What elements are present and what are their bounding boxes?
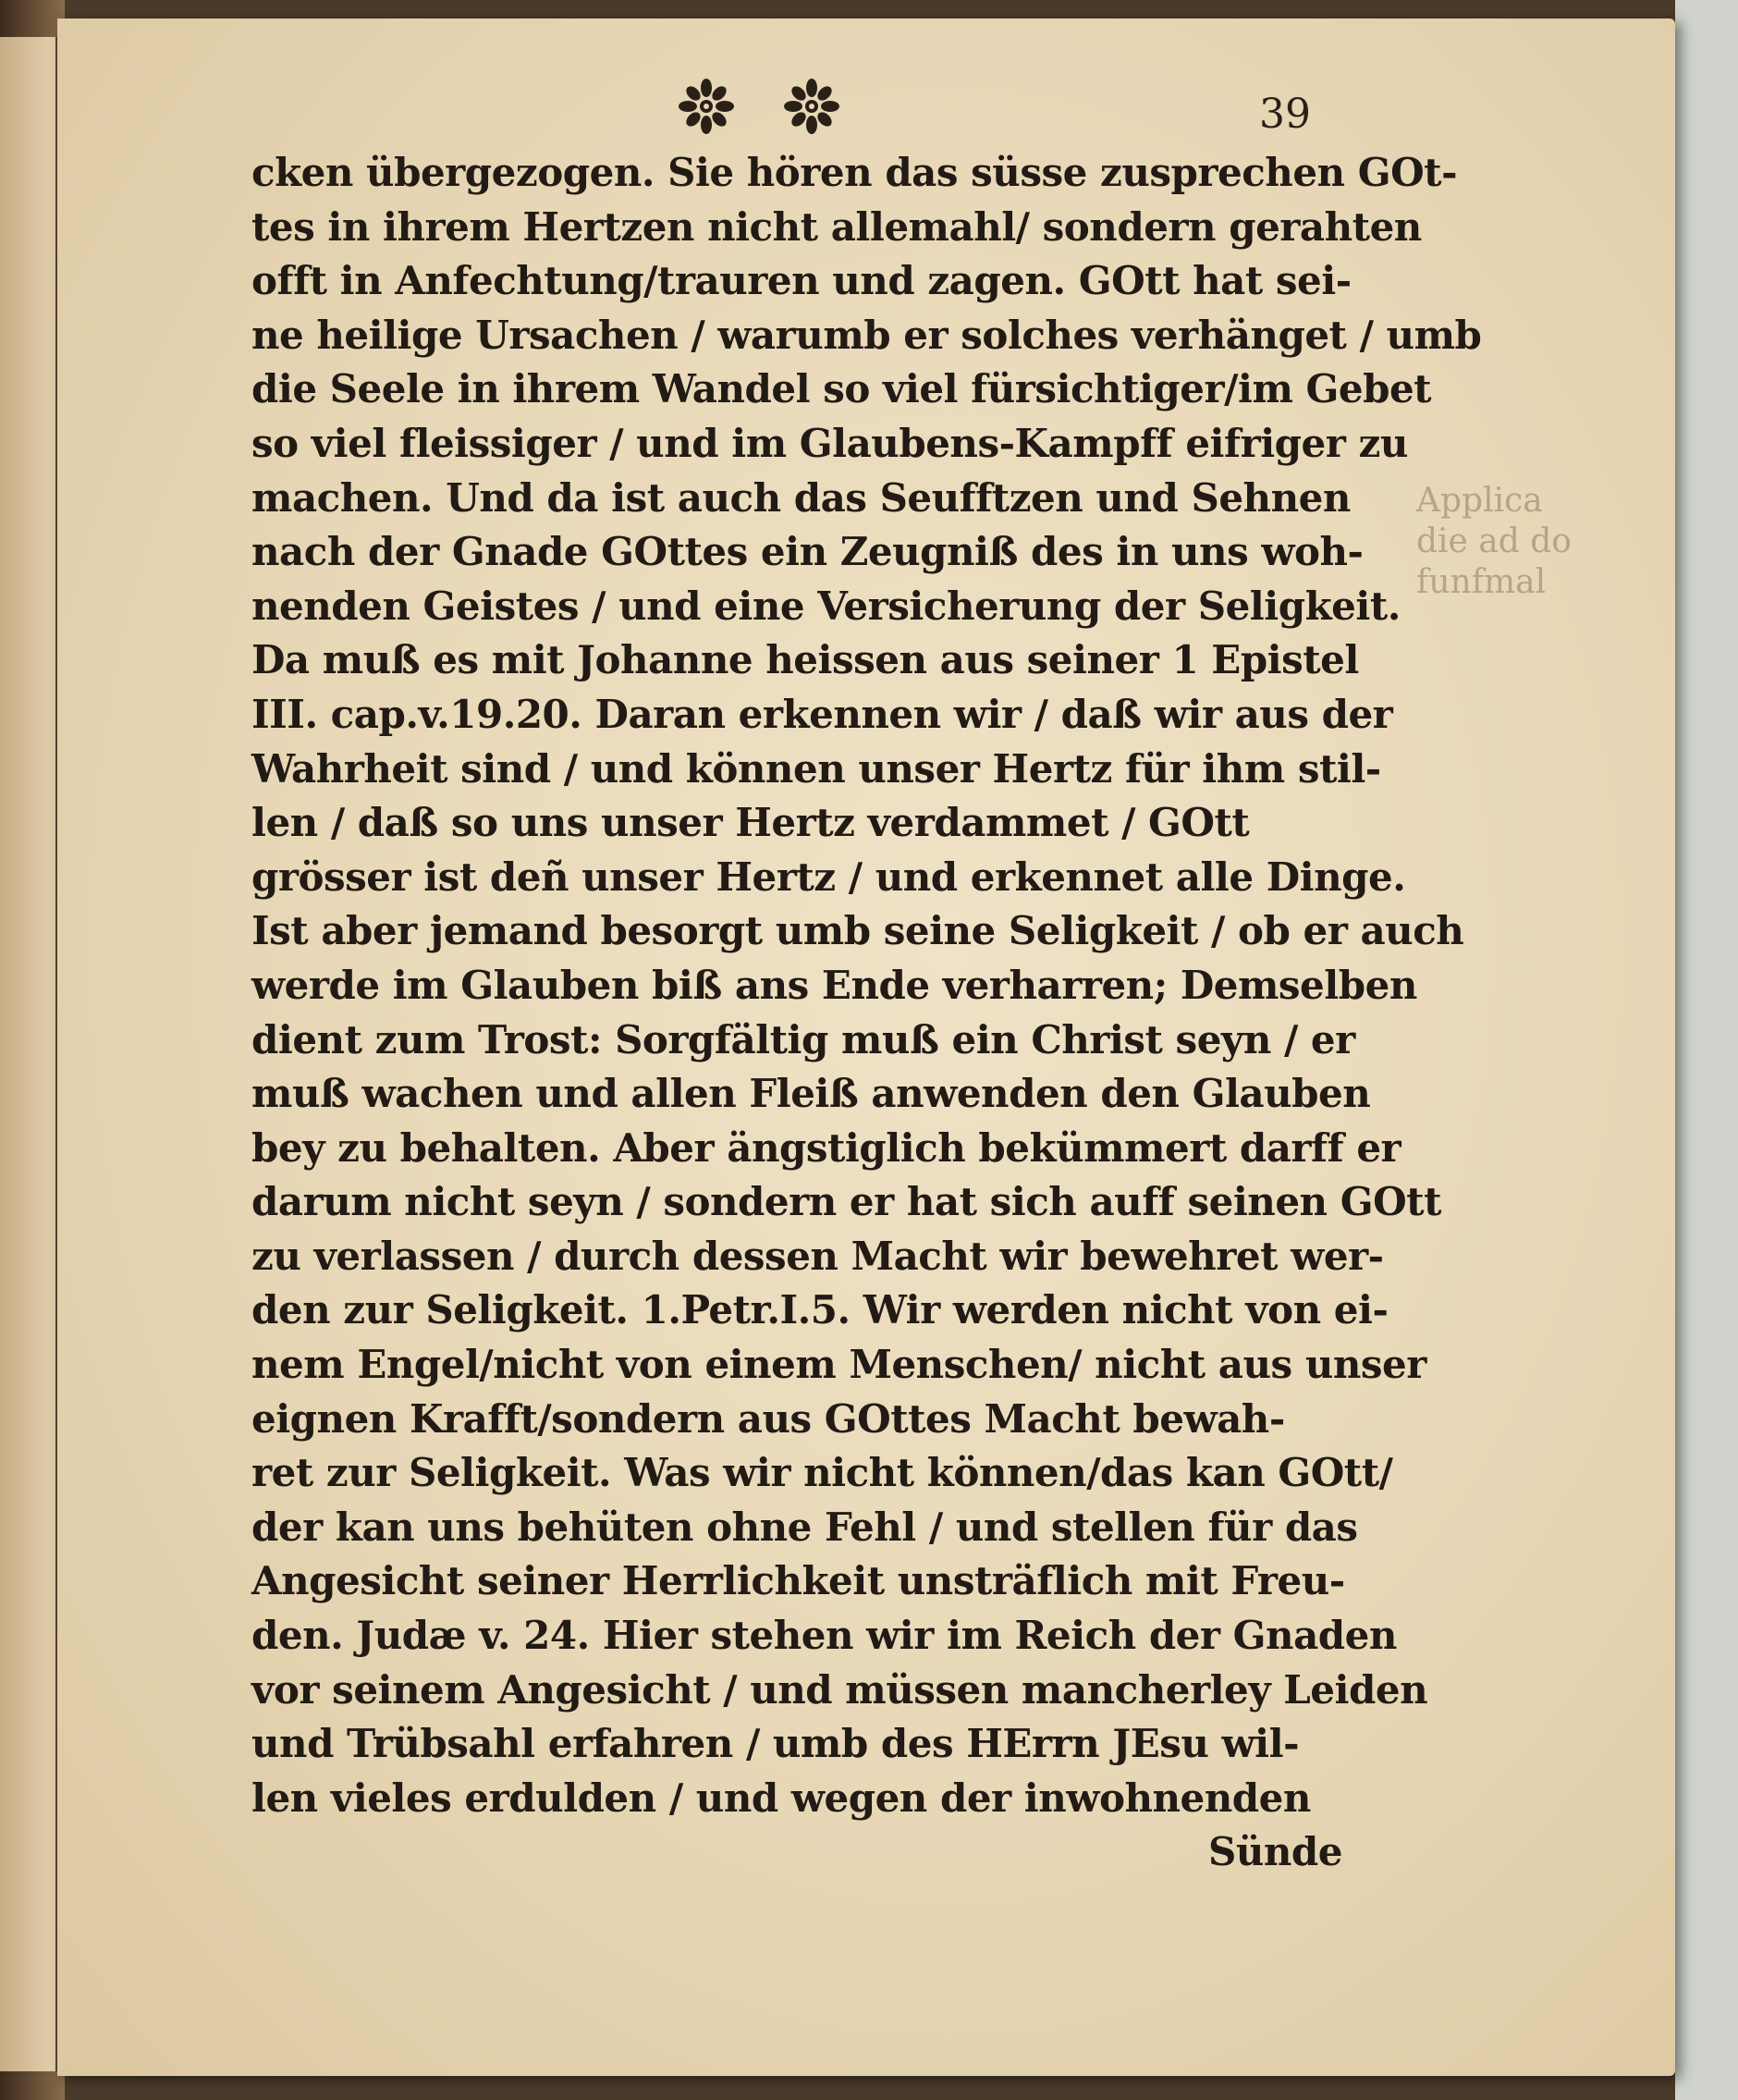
text-line: Angesicht seiner Herrlichkeit unsträflich mit Freu- <box>251 1558 1345 1604</box>
bleed-line: funfmal <box>1416 563 1547 601</box>
text-line: zu verlassen / durch dessen Macht wir bewehret wer- <box>251 1233 1384 1279</box>
text-line: den. Judæ v. 24. Hier stehen wir im Reich der Gnaden <box>251 1613 1397 1659</box>
text-line: der kan uns behüten ohne Fehl / und stellen für das <box>251 1504 1358 1550</box>
text-line: offt in Anfechtung/trauren und zagen. GOtt hat sei- <box>251 258 1352 304</box>
bleed-line: Applica <box>1416 482 1543 520</box>
text-line: nem Engel/nicht von einem Menschen/ nicht aus unser <box>251 1342 1426 1388</box>
text-line: III. cap.v.19.20. Daran erkennen wir / daß wir aus der <box>251 691 1393 737</box>
text-line: grösser ist deñ unser Hertz / und erkennet alle Dinge. <box>251 854 1406 900</box>
text-line: darum nicht seyn / sondern er hat sich auff seinen GOtt <box>251 1179 1441 1225</box>
text-line: und Trübsahl erfahren / umb des HErrn JEsu wil- <box>251 1721 1300 1767</box>
text-line: dient zum Trost: Sorgfältig muß ein Christ seyn / er <box>251 1016 1355 1062</box>
text-line: so viel fleissiger / und im Glaubens-Kampff eifriger zu <box>251 420 1408 466</box>
text-line: tes in ihrem Hertzen nicht allemahl/ sondern gerahten <box>251 203 1422 250</box>
text-line: Ist aber jemand besorgt umb seine Seligkeit / ob er auch <box>251 908 1464 954</box>
text-line: bey zu behalten. Aber ängstiglich bekümmert darff er <box>251 1124 1401 1171</box>
text-line: werde im Glauben biß ans Ende verharren; Demselben <box>251 962 1417 1008</box>
page-number: 39 <box>1259 91 1311 138</box>
text-line: ne heilige Ursachen / warumb er solches verhänget / umb <box>251 312 1482 358</box>
bleed-line: die ad do <box>1416 522 1572 560</box>
catchword: Sünde <box>1208 1829 1342 1875</box>
text-line: len / daß so uns unser Hertz verdammet / GOtt <box>251 800 1250 846</box>
ornament-flower-icon <box>677 77 736 136</box>
text-line: muß wachen und allen Fleiß anwenden den Glauben <box>251 1071 1371 1117</box>
text-line: die Seele in ihrem Wandel so viel fürsichtiger/im Gebet <box>251 366 1432 412</box>
text-line: nenden Geistes / und eine Versicherung der Seligkeit. <box>251 583 1401 629</box>
bleed-through-text <box>1416 481 1572 603</box>
left-page-edge <box>0 37 57 2071</box>
text-line: Wahrheit sind / und können unser Hertz für ihm stil- <box>251 745 1381 792</box>
book-page <box>57 18 1675 2076</box>
text-line: eignen Krafft/sondern aus GOttes Macht bewah- <box>251 1395 1285 1442</box>
background-strip <box>1675 0 1738 2100</box>
ornament-flower-icon <box>782 77 841 136</box>
text-line: den zur Seligkeit. 1.Petr.I.5. Wir werden nicht von ei- <box>251 1287 1389 1333</box>
text-line: ret zur Seligkeit. Was wir nicht können/das kan GOtt/ <box>251 1450 1393 1496</box>
text-line: Da muß es mit Johanne heissen aus seiner 1 Epistel <box>251 637 1359 683</box>
text-line: len vieles erdulden / und wegen der inwohnenden <box>251 1775 1311 1821</box>
text-line: vor seinem Angesicht / und müssen mancherley Leiden <box>251 1666 1428 1713</box>
text-line: nach der Gnade GOttes ein Zeugniß des in uns woh- <box>251 529 1364 575</box>
text-line: cken übergezogen. Sie hören das süsse zusprechen GOt- <box>251 150 1458 195</box>
text-line: machen. Und da ist auch das Seufftzen und Sehnen <box>251 474 1351 521</box>
ornament-row <box>677 74 880 139</box>
